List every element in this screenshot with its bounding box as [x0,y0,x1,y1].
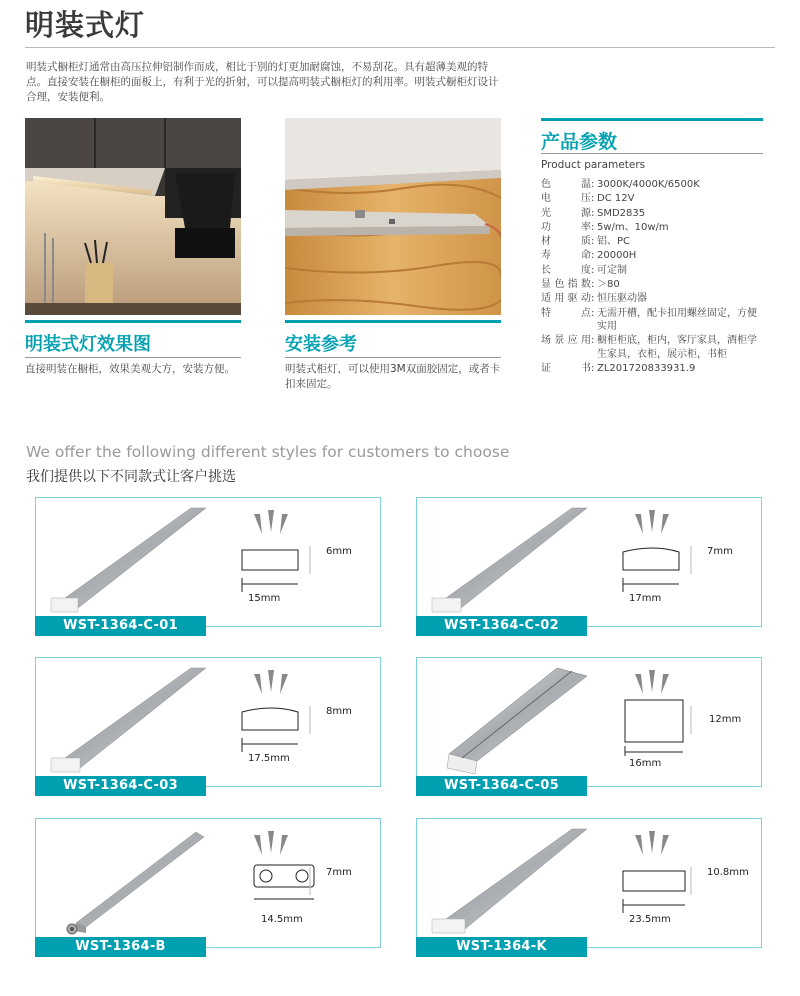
param-key: 材质 [541,236,591,248]
param-value: DC 12V [597,193,635,205]
params-subtitle: Product parameters [541,153,763,177]
param-value: 20000H [597,250,637,262]
accent-bar [541,118,763,121]
accent-bar [285,320,501,323]
param-colon: : [591,221,595,233]
product-card [416,497,762,633]
param-value: 无需开槽，配卡扣用螺丝固定，方便实用 [597,307,757,332]
param-row [541,249,763,262]
param-value: SMD2835 [597,207,646,219]
param-row [541,178,763,191]
install-reference-photo [285,118,501,315]
params-list [541,178,763,375]
param-value: 铝、PC [597,236,631,248]
param-row [541,207,763,220]
param-row [541,264,763,277]
param-colon: : [591,207,595,219]
effect-caption: 直接明装在橱柜，效果美观大方，安装方便。 [25,363,235,375]
intro-text: 明装式橱柜灯通常由高压拉伸铝制作而成，相比于别的灯更加耐腐蚀，不易刮花。具有超薄美观的特点。直接安装在橱柜的面板上，有利于光的折射，可以提高明装式橱柜灯的利用率。明装式橱柜灯设计合理，安装便利。 [26,61,499,103]
product-card [35,497,381,633]
profile-image [427,506,587,616]
param-colon: : [591,236,595,248]
dimension-diagram [607,668,697,768]
height-dimension: 6mm [326,546,352,557]
param-value: 橱柜柜底，柜内，客厅家具，酒柜学生家具，衣柜，展示柜，书柜 [597,335,757,360]
product-card [416,818,762,954]
install-section-title: 安装参考 [285,334,357,355]
param-key: 色温 [541,179,591,190]
param-value: 5w/m、10w/m [597,221,669,233]
param-key: 长度 [541,264,591,276]
param-row [541,334,763,361]
model-label: WST-1364-C-01 [35,616,206,636]
effect-section-title: 明装式灯效果图 [25,334,151,355]
param-value: 可定制 [597,264,627,276]
profile-image [46,827,206,937]
param-row [541,362,763,375]
model-label: WST-1364-B [35,937,206,957]
install-section-header [285,320,501,358]
param-key: 光源 [541,207,591,219]
profile-image [427,666,587,776]
product-parameters [541,118,763,375]
width-dimension: 17mm [629,593,662,604]
param-value: 恒压驱动器 [597,293,647,305]
height-dimension: 12mm [709,714,742,725]
param-colon: : [591,250,595,262]
model-label: WST-1364-K [416,937,587,957]
width-dimension: 15mm [248,593,281,604]
param-row [541,235,763,248]
height-dimension: 7mm [707,546,733,557]
params-title: 产品参数 [541,131,618,153]
model-label: WST-1364-C-03 [35,776,206,796]
product-card [35,818,381,954]
height-dimension: 10.8mm [707,867,749,878]
param-value: ＞80 [597,279,620,291]
param-key: 寿命 [541,250,591,262]
param-key: 电压 [541,193,591,205]
param-key: 显色指数 [541,279,591,291]
title-bar [25,4,775,48]
param-key: 场景应用 [541,335,591,347]
product-card [416,657,762,793]
param-row [541,278,763,291]
param-colon: : [591,307,595,319]
param-key: 适用驱动 [541,293,591,305]
profile-image [427,827,587,937]
profile-image [46,666,206,776]
param-key: 功率 [541,221,591,233]
model-label: WST-1364-C-02 [416,616,587,636]
param-row [541,221,763,234]
param-row [541,307,763,334]
param-row [541,192,763,205]
product-card [35,657,381,793]
accent-bar [25,320,241,323]
height-dimension: 7mm [326,867,352,878]
width-dimension: 17.5mm [248,753,290,764]
param-row [541,292,763,305]
param-value: 3000K/4000K/6500K [597,179,700,190]
offer-english: We offer the following different styles for customers to choose [26,443,510,461]
install-caption: 明装式柜灯，可以使用3M双面胶固定，或者卡扣来固定。 [285,363,501,390]
param-key: 证书 [541,362,591,374]
offer-chinese: 我们提供以下不同款式让客户挑选 [26,469,236,485]
param-colon: : [591,335,595,347]
page-title: 明装式灯 [25,8,146,42]
param-colon: : [591,264,595,276]
profile-image [46,506,206,616]
cabinet-effect-photo [25,118,241,315]
param-colon: : [591,279,595,291]
param-colon: : [591,362,595,374]
param-colon: : [591,293,595,305]
height-dimension: 8mm [326,706,352,717]
param-colon: : [591,193,595,205]
model-label: WST-1364-C-05 [416,776,587,796]
effect-section-header [25,320,241,358]
param-key: 特点 [541,307,591,319]
param-value: ZL201720833931.9 [597,362,696,374]
param-colon: : [591,179,595,190]
width-dimension: 16mm [629,758,662,769]
width-dimension: 14.5mm [261,914,303,925]
width-dimension: 23.5mm [629,914,671,925]
